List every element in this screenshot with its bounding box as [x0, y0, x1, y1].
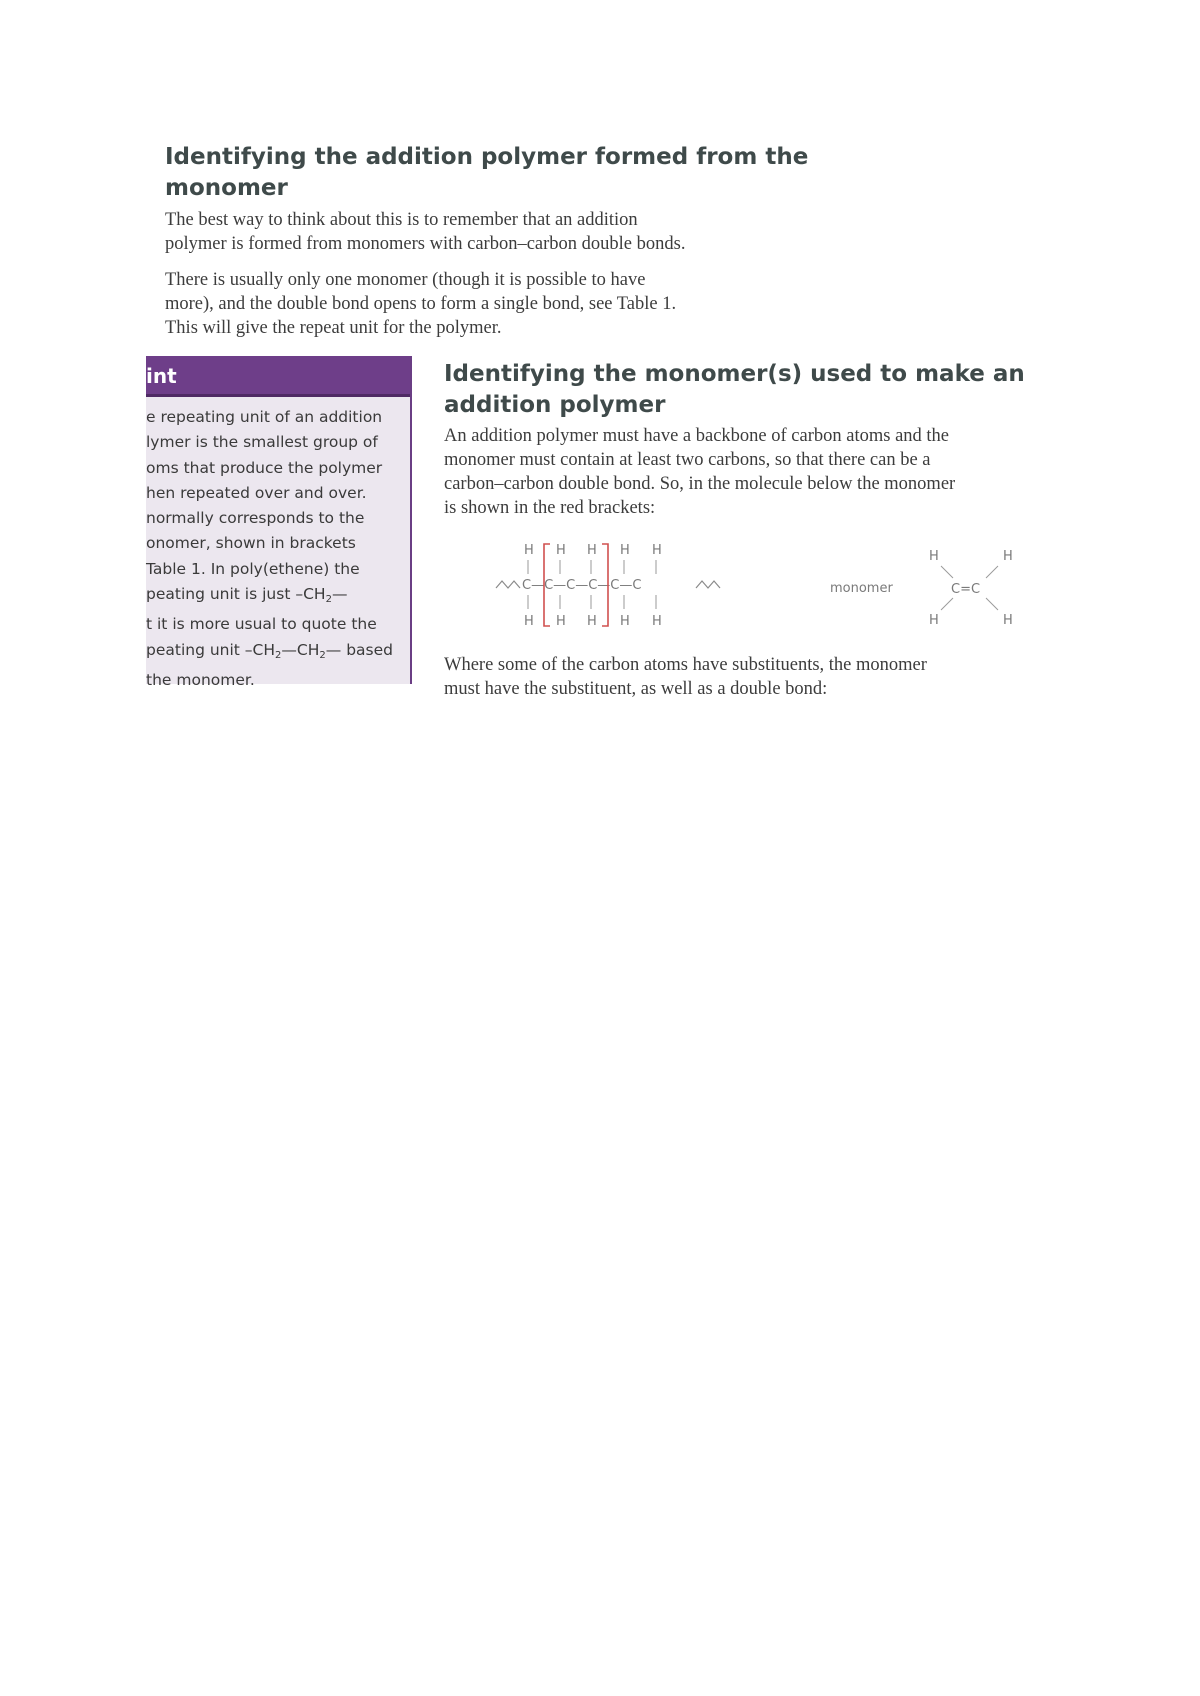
hint-box — [146, 356, 412, 689]
hint-title: int — [146, 356, 410, 397]
hint-text: peating unit –CH — [146, 640, 276, 659]
monomer-structure — [929, 549, 1013, 628]
hint-line: hen repeated over and over. — [146, 483, 367, 502]
hint-line: onomer, shown in brackets — [146, 534, 356, 553]
double-bond: C=C — [951, 582, 981, 597]
hint-line: the monomer. — [146, 670, 255, 689]
text-line: An addition polymer must have a backbone of carbon atoms and the — [444, 426, 950, 446]
atom-h: H — [620, 543, 630, 558]
text-line: There is usually only one monomer (though it is possible to have — [165, 270, 646, 290]
polymer-monomer-diagram — [490, 536, 1030, 636]
paragraph-one-monomer — [165, 268, 676, 340]
hint-text: — based — [325, 640, 393, 659]
text-line: more), and the double bond opens to form a single bond, see Table 1. — [165, 294, 677, 314]
subscript: 2 — [275, 649, 282, 661]
atom-h: H — [929, 549, 939, 564]
hint-line: lymer is the smallest group of — [146, 433, 378, 452]
atom-h: H — [652, 543, 662, 558]
carbon-chain: C—C—C—C—C—C — [522, 578, 642, 593]
atom-h: H — [620, 614, 630, 629]
hint-line — [146, 638, 410, 668]
atom-h: H — [1003, 613, 1013, 628]
text-line: Where some of the carbon atoms have substituents, the monomer — [444, 655, 927, 675]
heading-line: monomer — [165, 175, 288, 201]
heading-line: Identifying the monomer(s) used to make an — [444, 361, 1025, 387]
atom-h: H — [587, 614, 597, 629]
atom-h: H — [652, 614, 662, 629]
hint-body — [146, 397, 410, 693]
text-line: is shown in the red brackets: — [444, 498, 656, 518]
subscript: 2 — [319, 649, 326, 661]
atom-h: H — [929, 613, 939, 628]
hint-line: e repeating unit of an addition — [146, 408, 383, 426]
section-heading-addition-polymer — [165, 142, 808, 204]
subscript: 2 — [325, 594, 332, 606]
hint-text: — — [331, 585, 348, 604]
hint-line: oms that produce the polymer — [146, 458, 383, 477]
heading-line: addition polymer — [444, 392, 666, 418]
paragraph-backbone — [444, 424, 955, 520]
text-line: The best way to think about this is to remember that an addition — [165, 210, 638, 230]
hint-line: normally corresponds to the — [146, 509, 365, 528]
atom-h: H — [524, 543, 534, 558]
text-line: This will give the repeat unit for the polymer. — [165, 318, 502, 338]
wavy-bond-right — [696, 581, 720, 588]
wavy-bond-left — [496, 581, 520, 588]
polymer-chain-structure — [496, 543, 720, 629]
atom-h: H — [1003, 549, 1013, 564]
heading-line: Identifying the addition polymer formed from the — [165, 144, 809, 170]
text-line: polymer is formed from monomers with carbon–carbon double bonds. — [165, 234, 686, 254]
section-heading-identifying-monomer — [444, 359, 1025, 421]
atom-h: H — [556, 614, 566, 629]
paragraph-best-way — [165, 208, 685, 256]
text-line: monomer must contain at least two carbons, so that there can be a — [444, 450, 931, 470]
atom-h: H — [587, 543, 597, 558]
paragraph-substituents — [444, 653, 927, 699]
hint-text: peating unit is just –CH — [146, 585, 326, 604]
atom-h: H — [556, 543, 566, 558]
atom-h: H — [524, 614, 534, 629]
hint-text: —CH — [281, 640, 320, 659]
hint-line: t it is more usual to quote the — [146, 615, 377, 634]
text-line: must have the substituent, as well as a double bond: — [444, 679, 828, 699]
hint-line — [146, 582, 410, 612]
text-line: carbon–carbon double bond. So, in the molecule below the monomer — [444, 474, 956, 494]
hint-line: Table 1. In poly(ethene) the — [146, 559, 360, 578]
monomer-label: monomer — [830, 581, 893, 596]
